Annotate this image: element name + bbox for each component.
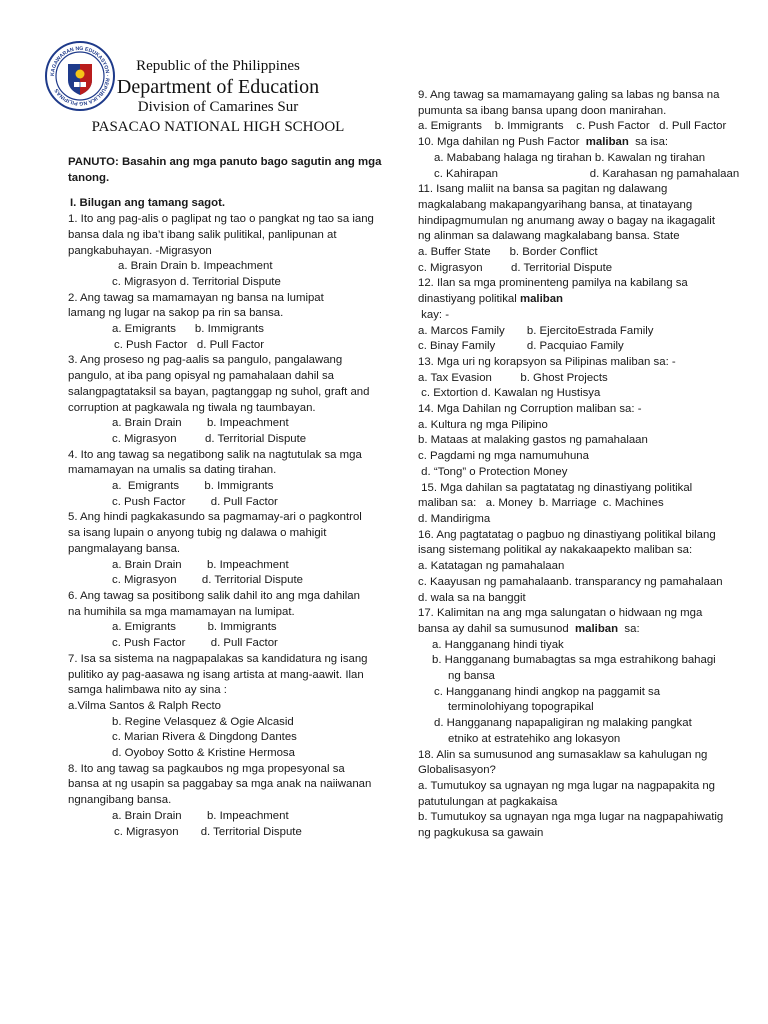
- school-name: PASACAO NATIONAL HIGH SCHOOL: [91, 119, 345, 135]
- svg-text:KAGAWARAN NG EDUKASYON · REPUB: KAGAWARAN NG EDUKASYON · REPUBLIKA NG PILIPINAS: [49, 45, 111, 107]
- choice-line[interactable]: a. Tumutukoy sa ugnayan ng mga lugar na nagpapakita ng: [418, 779, 715, 792]
- question-text: 6. Ang tawag sa positibong salik dahil ito ang mga dahilan: [68, 589, 360, 602]
- choice-line: patutulungan at pagkakaisa: [418, 795, 558, 808]
- question-text: bansa at ng usapin sa paggabay sa mga anak na naiiwanan: [68, 778, 372, 791]
- question-text: pangkabuhayan. -Migrasyon: [68, 244, 212, 257]
- choice-line[interactable]: b. Regine Velasquez & Ogie Alcasid: [112, 715, 294, 728]
- choice-line[interactable]: c. Push Factor d. Pull Factor: [112, 637, 278, 650]
- choice-line[interactable]: c. Hangganang hindi angkop na paggamit sa: [434, 685, 661, 698]
- question-text: pangmalayang bansa.: [68, 542, 181, 555]
- choice-line[interactable]: c. Binay Family d. Pacquiao Family: [418, 340, 624, 353]
- question-text: pulitiko ay pag-aasawa ng isang artista at mang-aawit. Ilan: [68, 668, 364, 681]
- question-text: corruption at pagkawala ng tiwala ng taumbayan.: [68, 401, 316, 414]
- choice-line[interactable]: a. Brain Drain b. Impeachment: [112, 809, 289, 822]
- republic-line: Republic of the Philippines: [136, 58, 300, 74]
- question-text: 7. Isa sa sistema na nagpapalakas sa kandidatura ng isang: [68, 652, 368, 665]
- instructions-line: tanong.: [68, 171, 110, 184]
- question-text: 16. Ang pagtatatag o pagbuo ng dinastiyang politikal bilang: [418, 528, 716, 541]
- question-text: ng alinman sa dalawang magkalabang bansa. State: [418, 230, 680, 243]
- choice-line[interactable]: c. Migrasyon d. Territorial Dispute: [112, 432, 307, 445]
- choice-line[interactable]: a. Emigrants b. Immigrants: [112, 323, 264, 336]
- question-text: 18. Alin sa sumusunod ang sumasaklaw sa kahulugan ng: [418, 748, 708, 761]
- choice-line[interactable]: a. Brain Drain b. Impeachment: [112, 558, 289, 571]
- choice-line[interactable]: a. Mababang halaga ng tirahan b. Kawalan ng tirahan: [434, 151, 706, 164]
- question-text: ngnangibang bansa.: [68, 794, 172, 807]
- choice-line[interactable]: c. Kaayusan ng pamahalaanb. transparancy ng pamahalaan: [418, 575, 723, 588]
- question-text: pangulo, at iba pang opisyal ng pamahalaan dahil sa: [68, 370, 334, 383]
- question-text: 9. Ang tawag sa mamamayang galing sa labas ng bansa na: [418, 89, 720, 101]
- choice-line[interactable]: d. “Tong” o Protection Money: [418, 465, 568, 478]
- choice-line[interactable]: a. Tax Evasion b. Ghost Projects: [418, 371, 608, 384]
- instructions-line: PANUTO: Basahin ang mga panuto bago sagutin ang mga: [68, 156, 382, 168]
- choice-line[interactable]: b. Hangganang bumabagtas sa mga estrahikong bahagi: [432, 654, 716, 667]
- choice-line[interactable]: a. Emigrants b. Immigrants: [112, 621, 277, 634]
- right-column: [418, 88, 740, 842]
- choice-line[interactable]: a. Brain Drain b. Impeachment: [118, 260, 273, 273]
- question-text: na humihila sa mga mamamayan na lumipat.: [68, 605, 295, 618]
- choice-line[interactable]: c. Pagdami ng mga namumuhuna: [418, 450, 589, 463]
- school-header: [60, 56, 376, 138]
- question-text: 8. Ito ang tawag sa pagkaubos ng mga propesyonal sa: [68, 762, 345, 775]
- choice-line[interactable]: a. Emigrants b. Immigrants: [112, 480, 274, 493]
- question-text: hindipagmumulan ng anumang away o bagay na ikagagalit: [418, 214, 715, 227]
- choice-line[interactable]: a.Vilma Santos & Ralph Recto: [68, 699, 222, 712]
- choice-line[interactable]: b. Mataas at malaking gastos ng pamahalaan: [418, 434, 648, 447]
- question-text: 14. Mga Dahilan ng Corruption maliban sa: -: [418, 403, 642, 416]
- choice-line[interactable]: c. Push Factor d. Pull Factor: [112, 495, 278, 508]
- choice-line[interactable]: a. Emigrants b. Immigrants c. Push Factor d. Pull Factor: [418, 120, 727, 133]
- question-text: 2. Ang tawag sa mamamayan ng bansa na lumipat: [68, 291, 324, 304]
- choice-line[interactable]: c. Kahirapan d. Karahasan ng pamahalaan: [434, 167, 740, 180]
- section-heading: I. Bilugan ang tamang sagot.: [70, 197, 226, 210]
- question-text: mamamayan na umalis sa dating tirahan.: [68, 464, 277, 477]
- question-text: 3. Ang proseso ng pag-aalis sa pangulo, pangalawang: [68, 354, 343, 367]
- choice-line: terminolohiyang topograpikal: [448, 701, 594, 714]
- question-text: 11. Isang maliit na bansa sa pagitan ng dalawang: [418, 183, 668, 196]
- question-text: magkalabang makapangyarihang bansa, at tinatayang: [418, 198, 693, 211]
- question-text: 1. Ito ang pag-alis o paglipat ng tao o pangkat ng tao sa iang: [68, 213, 374, 226]
- choice-line[interactable]: c. Migrasyon d. Territorial Dispute: [418, 261, 613, 274]
- question-text: salangpagtataksil sa bayan, pagtanggap ng suhol, graft and: [68, 385, 370, 398]
- choice-line[interactable]: c. Extortion d. Kawalan ng Hustisya: [418, 387, 601, 400]
- choice-line: ng bansa: [448, 670, 495, 683]
- question-text: lamang ng lugar na sakop pa rin sa bansa.: [68, 307, 284, 320]
- choice-line[interactable]: c. Marian Rivera & Dingdong Dantes: [112, 731, 297, 744]
- choice-line[interactable]: d. wala sa na banggit: [418, 591, 526, 604]
- choice-line[interactable]: c. Migrasyon d. Territorial Dispute: [112, 574, 303, 587]
- question-text: 10. Mga dahilan ng Push Factor maliban sa isa:: [418, 136, 669, 149]
- department-line: Department of Education: [116, 76, 320, 98]
- question-text: bansa dala ng iba’t ibang salik pulitikal, panlipunan at: [68, 228, 337, 241]
- division-line: Division of Camarines Sur: [137, 99, 299, 115]
- question-text: samga halimbawa nito ay sina :: [68, 684, 227, 697]
- question-text: pumunta sa ibang bansa upang doon manirahan.: [418, 104, 667, 117]
- choice-line[interactable]: a. Kultura ng mga Pilipino: [418, 418, 548, 431]
- choice-line: ng pagkukusa sa gawain: [418, 827, 544, 840]
- choice-line[interactable]: c. Migrasyon d. Territorial Dispute: [112, 275, 281, 288]
- choice-line[interactable]: a. Brain Drain b. Impeachment: [112, 417, 289, 430]
- question-text: isang sistemang politikal ay nakakaapekto maliban sa:: [418, 544, 693, 557]
- choice-line[interactable]: d. Hangganang napapaligiran ng malaking pangkat: [434, 717, 692, 730]
- question-text: kay: -: [418, 308, 450, 321]
- question-text: bansa ay dahil sa sumusunod maliban sa:: [418, 622, 640, 635]
- choice-line[interactable]: b. Tumutukoy sa ugnayan nga mga lugar na nagpapahiwatig: [418, 811, 724, 824]
- question-text: 4. Ito ang tawag sa negatibong salik na nagtutulak sa mga: [68, 448, 362, 461]
- left-column: [68, 155, 386, 840]
- question-text: 13. Mga uri ng korapsyon sa Pilipinas maliban sa: -: [418, 355, 676, 368]
- choice-line[interactable]: c. Migrasyon d. Territorial Dispute: [114, 825, 302, 838]
- question-text: dinastiyang politikal maliban: [418, 293, 563, 306]
- question-text: Globalisasyon?: [418, 764, 496, 777]
- question-text: 17. Kalimitan na ang mga salungatan o hidwaan ng mga: [418, 607, 703, 620]
- choice-line[interactable]: a. Buffer State b. Border Conflict: [418, 246, 598, 259]
- choice-line[interactable]: d. Mandirigma: [418, 512, 491, 525]
- question-text: sa isang lupain o anyong tubig ng dalawa o mahigit: [68, 527, 327, 540]
- choice-line[interactable]: d. Oyoboy Sotto & Kristine Hermosa: [112, 747, 295, 760]
- question-text: maliban sa: a. Money b. Marriage c. Machines: [418, 497, 664, 510]
- question-text: 12. Ilan sa mga prominenteng pamilya na kabilang sa: [418, 277, 688, 290]
- question-text: 15. Mga dahilan sa pagtatatag ng dinastiyang politikal: [418, 481, 693, 494]
- question-text: 5. Ang hindi pagkakasundo sa pagmamay-ari o pagkontrol: [68, 511, 362, 524]
- choice-line[interactable]: a. Marcos Family b. EjercitoEstrada Family: [418, 324, 654, 337]
- choice-line: etniko at estratehiko ang lokasyon: [448, 732, 621, 745]
- choice-line[interactable]: a. Katatagan ng pamahalaan: [418, 560, 565, 573]
- choice-line[interactable]: a. Hangganang hindi tiyak: [432, 638, 564, 651]
- choice-line[interactable]: c. Push Factor d. Pull Factor: [114, 338, 265, 351]
